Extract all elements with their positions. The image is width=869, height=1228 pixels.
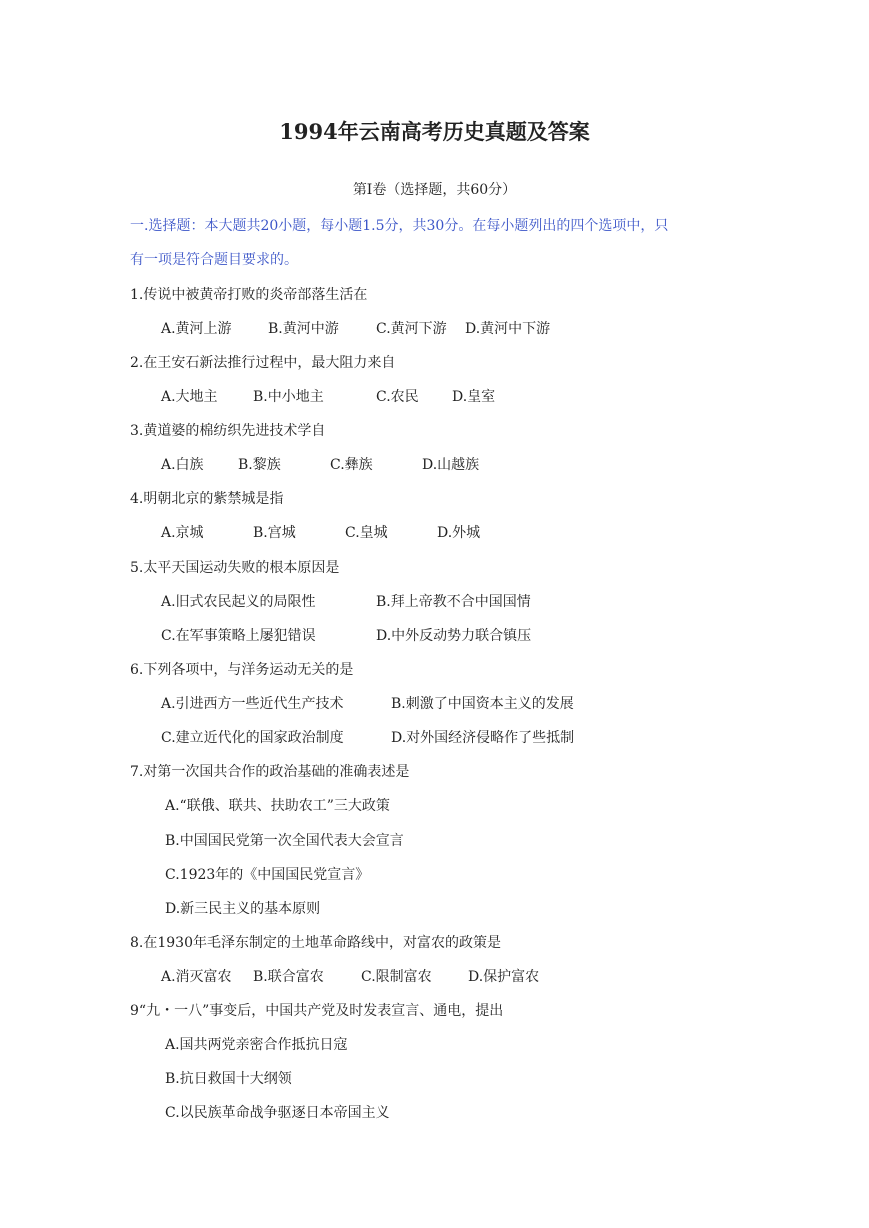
question-8-option-d: D.保护富农 <box>468 969 540 985</box>
question-5-option-a: A.旧式农民起义的局限性 <box>161 594 316 610</box>
question-3-option-c: C.彝族 <box>330 457 373 473</box>
question-1-option-d: D.黄河中下游 <box>465 321 551 337</box>
question-2-stem: 2.在王安石新法推行过程中，最大阻力来自 <box>130 355 396 371</box>
question-5-option-c: C.在军事策略上屡犯错误 <box>161 628 316 644</box>
question-5-option-b: B.拜上帝教不合中国国情 <box>376 594 531 610</box>
question-1-option-b: B.黄河中游 <box>268 321 339 337</box>
instructions-line-2: 有一项是符合题目要求的。 <box>130 252 298 268</box>
question-5-option-d: D.中外反动势力联合镇压 <box>376 628 532 644</box>
question-2-option-c: C.农民 <box>376 389 419 405</box>
document-title: 1994年云南高考历史真题及答案 <box>279 119 590 144</box>
question-1-option-c: C.黄河下游 <box>376 321 447 337</box>
question-3-option-d: D.山越族 <box>422 457 480 473</box>
question-4-option-a: A.京城 <box>161 525 204 541</box>
question-7-option-c: C.1923年的《中国国民党宣言》 <box>165 867 370 883</box>
question-6-option-b: B.刺激了中国资本主义的发展 <box>391 696 574 712</box>
question-4-stem: 4.明朝北京的紫禁城是指 <box>130 491 284 507</box>
instructions-line-1: 一.选择题：本大题共20小题，每小题1.5分，共30分。在每小题列出的四个选项中，只 <box>130 218 669 234</box>
question-4-option-c: C.皇城 <box>345 525 388 541</box>
question-8-stem: 8.在1930年毛泽东制定的土地革命路线中，对富农的政策是 <box>130 935 501 951</box>
question-7-option-a: A.“联俄、联共、扶助农工”三大政策 <box>165 798 390 814</box>
question-8-option-c: C.限制富农 <box>361 969 432 985</box>
question-3-stem: 3.黄道婆的棉纺织先进技术学自 <box>130 423 326 439</box>
question-3-option-b: B.黎族 <box>238 457 281 473</box>
question-3-option-a: A.白族 <box>161 457 204 473</box>
question-6-stem: 6.下列各项中，与洋务运动无关的是 <box>130 662 354 678</box>
question-2-option-b: B.中小地主 <box>253 389 324 405</box>
question-6-option-c: C.建立近代化的国家政治制度 <box>161 730 344 746</box>
section-heading: 第Ⅰ卷（选择题，共60分） <box>352 182 517 198</box>
question-5-stem: 5.太平天国运动失败的根本原因是 <box>130 560 340 576</box>
question-7-option-b: B.中国国民党第一次全国代表大会宣言 <box>165 833 404 849</box>
question-2-option-d: D.皇室 <box>452 389 496 405</box>
question-4-option-d: D.外城 <box>437 525 481 541</box>
question-9-stem: 9“九・一八”事变后，中国共产党及时发表宣言、通电，提出 <box>130 1003 504 1019</box>
question-2-option-a: A.大地主 <box>161 389 218 405</box>
question-8-option-a: A.消灭富农 <box>161 969 232 985</box>
question-7-stem: 7.对第一次国共合作的政治基础的准确表述是 <box>130 764 410 780</box>
question-6-option-a: A.引进西方一些近代生产技术 <box>161 696 344 712</box>
question-8-option-b: B.联合富农 <box>253 969 324 985</box>
question-7-option-d: D.新三民主义的基本原则 <box>165 901 321 917</box>
question-1-option-a: A.黄河上游 <box>161 321 232 337</box>
question-1-stem: 1.传说中被黄帝打败的炎帝部落生活在 <box>130 287 368 303</box>
question-9-option-c: C.以民族革命战争驱逐日本帝国主义 <box>165 1105 390 1121</box>
question-6-option-d: D.对外国经济侵略作了些抵制 <box>391 730 575 746</box>
question-9-option-b: B.抗日救国十大纲领 <box>165 1071 292 1087</box>
question-4-option-b: B.宫城 <box>253 525 296 541</box>
question-9-option-a: A.国共两党亲密合作抵抗日寇 <box>165 1037 348 1053</box>
